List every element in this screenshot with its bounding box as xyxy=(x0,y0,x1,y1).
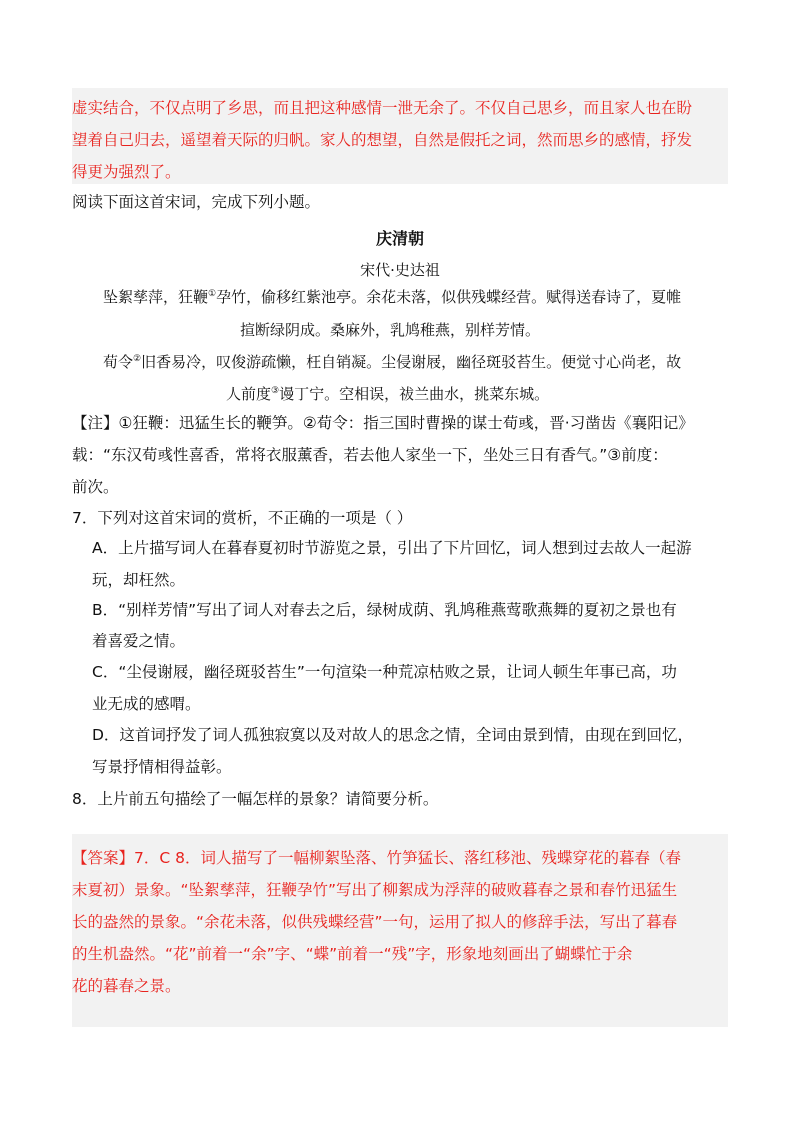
option-d-cont: 写景抒情相得益彰。 xyxy=(92,758,232,776)
option-b-cont: 着喜爱之情。 xyxy=(92,632,186,650)
option-c-cont: 业无成的感喟。 xyxy=(92,695,201,713)
poem-line: 荀令②旧香易冷，叹俊游疏懒，枉自销凝。尘侵谢屐，幽径斑驳苔生。便觉寸心尚老，故 xyxy=(103,353,682,371)
prev-answer-line: 虚实结合，不仅点明了乡思，而且把这种感情一泄无余了。不仅自己思乡，而且家人也在盼 xyxy=(72,99,693,117)
notes-line: 载：“东汉荀彧性喜香，常将衣服薰香，若去他人家坐一下，坐处三日有香气。”③前度： xyxy=(72,446,668,464)
poem-line: 揎断绿阴成。桑麻外，乳鸠稚燕，别样芳情。 xyxy=(240,321,541,339)
question-stem: 7．下列对这首宋词的赏析，不正确的一项是（ ） xyxy=(72,509,413,527)
notes-line: 【注】①狂鞭：迅猛生长的鞭笋。②荀令：指三国时曹操的谋士荀彧，晋·习凿齿《襄阳记》 xyxy=(72,414,694,432)
prev-answer-line: 得更为强烈了。 xyxy=(72,163,181,181)
document-page: 虚实结合，不仅点明了乡思，而且把这种感情一泄无余了。不仅自己思乡，而且家人也在盼 望着自己归去，遥望着天际的归帆。家人的想望，自然是假托之词，然而思乡的感情，抒发 得更为强烈了。 阅读下面这首宋词，完成下列小题。 庆清朝 宋代·史达祖 坠絮孳萍，狂鞭①孕竹，偷移红紫池亭。余花未落，似供残蝶经营。赋得送春诗了，夏帷 揎断绿阴成。桑麻外，乳鸠稚燕，别样芳情。 荀令②旧香易冷，叹俊游疏懒，枉自销凝。尘侵谢屐，幽径斑驳苔生。便觉寸心尚老，故 人前度③谩丁宁。空相误，祓兰曲水，挑菜东城。 【注】①狂鞭：迅猛生长的鞭笋。②荀令：指三国时曹操的谋士荀彧，晋·习凿齿《襄阳记》 载：“东汉荀彧性喜香，常将衣服薰香，若去他人家坐一下，坐处三日有香气。”③前度： 前次。 7．下列对这首宋词的赏析，不正确的一项是（ ） A．上片描写词人在暮春夏初时节游览之景，引出了下片回忆，词人想到过去故人一起游 玩，却枉然。 B．“别样芳情”写出了词人对春去之后，绿树成荫、乳鸠稚燕莺歌燕舞的夏初之景也有 着喜爱之情。 C．“尘侵谢屐，幽径斑驳苔生”一句渲染一种荒凉枯败之景，让词人顿生年事已高，功 业无成的感喟。 D．这首词抒发了词人孤独寂寞以及对故人的思念之情，全词由景到情，由现在到回忆， 写景抒情相得益彰。 8．上片前五句描绘了一幅怎样的景象？请简要分析。 【答案】7．C 8．词人描写了一幅柳絮坠落、竹笋猛长、落红移池、残蝶穿花的暮春（春 末夏初）景象。“坠絮孳萍，狂鞭孕竹”写出了柳絮成为浮萍的破败暮春之景和春竹迅猛生 长的盎然的景象。“余花未落，似供残蝶经营”一句，运用了拟人的修辞手法，写出了暮春 的生机盎然。“花”前着一“余”字、“蝶”前着一“残”字，形象地刻画出了蝴蝶忙于余 花的暮春之景。 xyxy=(0,0,800,1132)
prev-answer-line: 望着自己归去，遥望着天际的归帆。家人的想望，自然是假托之词，然而思乡的感情，抒发 xyxy=(72,131,693,149)
option-b: B．“别样芳情”写出了词人对春去之后，绿树成荫、乳鸠稚燕莺歌燕舞的夏初之景也有 xyxy=(92,601,677,619)
option-c: C．“尘侵谢屐，幽径斑驳苔生”一句渲染一种荒凉枯败之景，让词人顿生年事已高，功 xyxy=(92,663,677,681)
answer-line: 的生机盎然。“花”前着一“余”字、“蝶”前着一“残”字，形象地刻画出了蝴蝶忙于余 xyxy=(72,945,633,963)
option-a: A．上片描写词人在暮春夏初时节游览之景，引出了下片回忆，词人想到过去故人一起游 xyxy=(92,539,692,557)
poem-author: 宋代·史达祖 xyxy=(360,261,440,279)
question-stem: 8．上片前五句描绘了一幅怎样的景象？请简要分析。 xyxy=(72,790,439,808)
answer-line: 花的暮春之景。 xyxy=(72,977,181,995)
answer-line: 长的盎然的景象。“余花未落，似供残蝶经营”一句，运用了拟人的修辞手法，写出了暮春 xyxy=(72,913,678,931)
poem-line: 坠絮孳萍，狂鞭①孕竹，偷移红紫池亭。余花未落，似供残蝶经营。赋得送春诗了，夏帷 xyxy=(103,288,682,306)
poem-title: 庆清朝 xyxy=(375,229,424,248)
notes-line: 前次。 xyxy=(72,478,119,496)
poem-line: 人前度③谩丁宁。空相误，祓兰曲水，挑菜东城。 xyxy=(226,385,550,403)
option-a-cont: 玩，却枉然。 xyxy=(92,571,186,589)
option-d: D．这首词抒发了词人孤独寂寞以及对故人的思念之情，全词由景到情，由现在到回忆， xyxy=(92,726,693,744)
answer-line: 末夏初）景象。“坠絮孳萍，狂鞭孕竹”写出了柳絮成为浮萍的破败暮春之景和春竹迅猛生 xyxy=(72,881,678,899)
answer-line: 【答案】7．C 8．词人描写了一幅柳絮坠落、竹笋猛长、落红移池、残蝶穿花的暮春（春 xyxy=(72,849,681,867)
